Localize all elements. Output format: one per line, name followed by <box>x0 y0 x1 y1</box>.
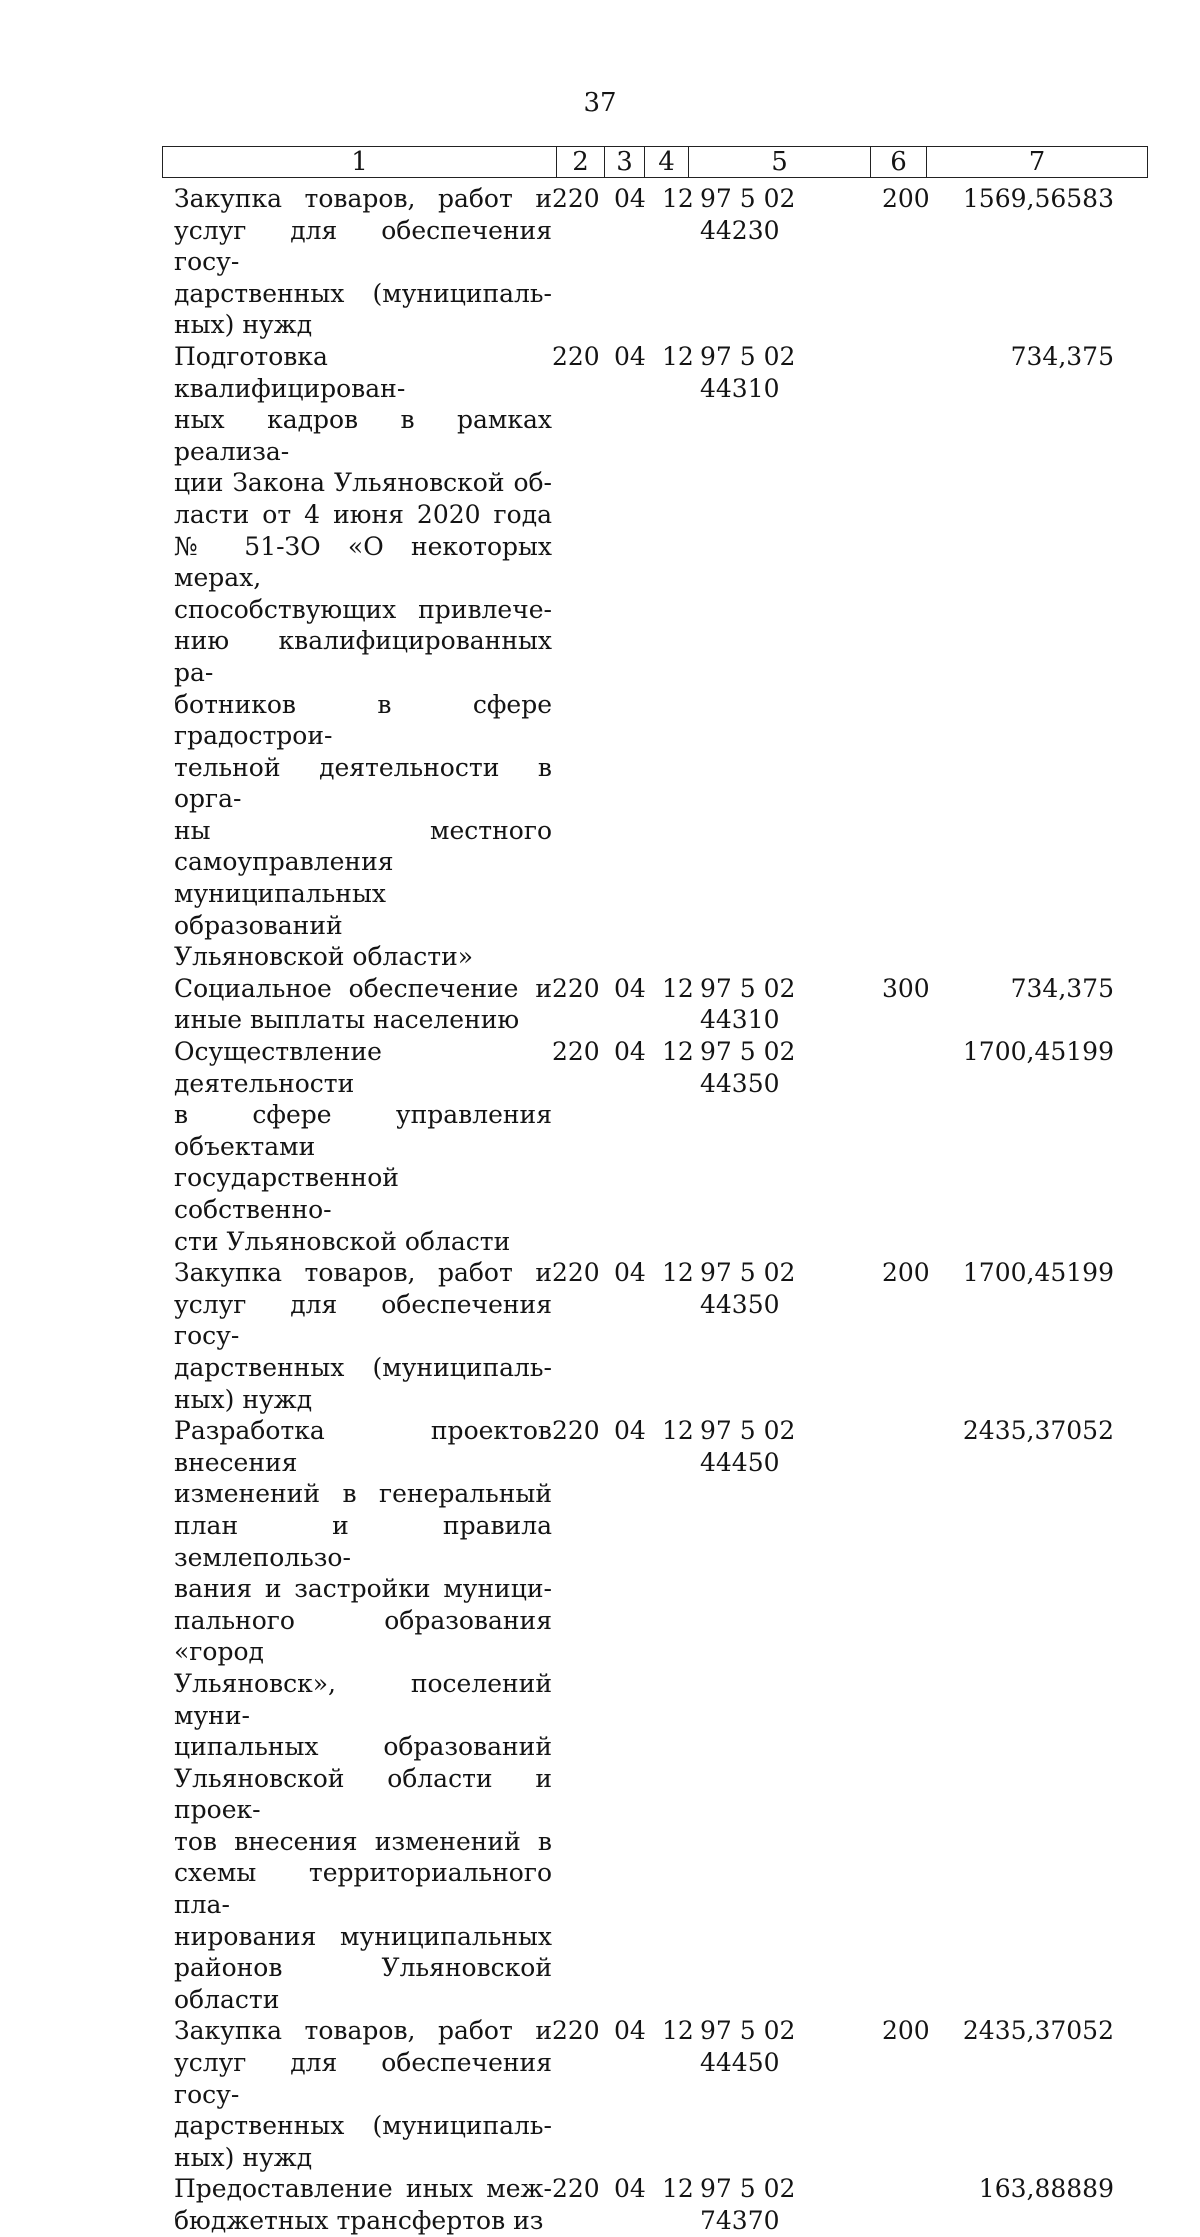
description-line: услуг для обеспечения госу- <box>174 2048 552 2109</box>
header-col-7: 7 <box>927 147 1148 178</box>
cell-c4: 12 <box>662 2016 694 2046</box>
header-col-3: 3 <box>605 147 645 178</box>
description-line: способствующих привлече- <box>174 594 552 624</box>
row-description <box>174 341 552 973</box>
cell-c2: 220 <box>552 341 600 371</box>
table-row <box>174 1257 1134 1415</box>
description-line: ных кадров в рамках реализа- <box>174 405 552 466</box>
description-line: ных) нужд <box>174 2142 313 2172</box>
cell-c7: 2435,37052 <box>962 2016 1114 2046</box>
cell-c3: 04 <box>614 184 646 213</box>
cell-c5: 97 5 02 44350 <box>700 1037 796 1098</box>
cell-c7: 1700,45199 <box>962 1037 1114 1067</box>
cell-c4: 12 <box>662 1037 694 1067</box>
table-row <box>174 341 1134 973</box>
description-line: Подготовка квалифицирован- <box>174 341 406 403</box>
cell-c6 <box>882 341 942 973</box>
description-line: муниципальных образований <box>174 879 386 940</box>
row-description <box>174 1036 552 1257</box>
cell-c7: 2435,37052 <box>962 1416 1114 1446</box>
row-description <box>174 2173 552 2236</box>
description-line: услуг для обеспечения госу- <box>174 1289 552 1351</box>
cell-c2: 220 <box>552 2174 600 2204</box>
cell-c6 <box>882 2173 942 2236</box>
header-col-2: 2 <box>557 147 605 178</box>
description-line: бюджетных трансфертов из <box>174 2206 544 2235</box>
description-line: районов Ульяновской области <box>174 1953 552 2014</box>
cell-c4: 12 <box>662 1258 694 1288</box>
cell-c5: 97 5 02 44450 <box>700 1416 796 1477</box>
cell-c5: 97 5 02 44350 <box>700 1258 796 1319</box>
description-line: ных) нужд <box>174 1384 313 1414</box>
cell-c4: 12 <box>662 2174 694 2204</box>
cell-c3: 04 <box>614 1416 646 1446</box>
description-line: ны местного самоуправления <box>174 815 552 877</box>
cell-c5: 97 5 02 74370 <box>700 2174 796 2235</box>
description-line: тельной деятельности в орга- <box>174 752 552 814</box>
description-line: Осуществление деятельности <box>174 1037 382 1098</box>
cell-c3: 04 <box>614 2174 646 2204</box>
cell-c3: 04 <box>614 1037 646 1067</box>
cell-c2: 220 <box>552 2016 600 2046</box>
cell-c3: 04 <box>614 1258 646 1288</box>
description-line: государственной собственно- <box>174 1163 399 1224</box>
cell-c4: 12 <box>662 973 694 1003</box>
description-line: Закупка товаров, работ и <box>174 184 552 213</box>
cell-c2: 220 <box>552 973 600 1003</box>
table-row <box>174 2015 1134 2173</box>
description-line: ных) нужд <box>174 310 313 340</box>
description-line: Ульяновской области» <box>174 942 474 972</box>
description-line: ласти от 4 июня 2020 года <box>174 499 552 529</box>
cell-c6 <box>882 1415 942 2015</box>
row-description <box>174 1415 552 2015</box>
cell-c4: 12 <box>662 341 694 371</box>
cell-c2: 220 <box>552 1037 600 1067</box>
header-col-4: 4 <box>645 147 689 178</box>
cell-c4: 12 <box>662 1416 694 1446</box>
description-line: тов внесения изменений в <box>174 1826 552 1856</box>
header-col-1: 1 <box>163 147 557 178</box>
cell-c6: 200 <box>882 184 930 213</box>
cell-c6 <box>882 1036 942 1257</box>
description-line: вания и застройки муници- <box>174 1574 552 1604</box>
table-row <box>174 1036 1134 1257</box>
description-line: изменений в генеральный <box>174 1479 552 1509</box>
cell-c6: 200 <box>882 1258 930 1288</box>
cell-c7: 1569,56583 <box>962 184 1114 213</box>
description-line: услуг для обеспечения госу- <box>174 215 552 277</box>
page-number: 37 <box>583 88 617 118</box>
cell-c3: 04 <box>614 2016 646 2046</box>
description-line: Ульяновск», поселений муни- <box>174 1668 552 1730</box>
description-line: сти Ульяновской области <box>174 1226 511 1256</box>
description-line: Закупка товаров, работ и <box>174 2016 552 2046</box>
row-description <box>174 2015 552 2173</box>
description-line: ботников в сфере градострои- <box>174 689 552 751</box>
cell-c7: 734,375 <box>1010 973 1114 1003</box>
description-line: дарственных (муниципаль- <box>174 1352 552 1382</box>
cell-c7: 734,375 <box>1010 341 1114 371</box>
description-line: план и правила землепользо- <box>174 1510 552 1572</box>
cell-c5: 97 5 02 44450 <box>700 2016 796 2078</box>
row-description <box>174 973 552 1036</box>
cell-c3: 04 <box>614 341 646 371</box>
header-col-5: 5 <box>689 147 871 178</box>
table-header <box>162 146 1148 178</box>
cell-c3: 04 <box>614 973 646 1003</box>
description-line: № 51-ЗО «О некоторых мерах, <box>174 531 552 593</box>
cell-c5: 97 5 02 44310 <box>700 341 796 403</box>
description-line: дарственных (муниципаль- <box>174 278 552 308</box>
cell-c6: 200 <box>882 2016 930 2046</box>
budget-table-body <box>174 183 1134 2237</box>
description-line: ципальных образований <box>174 1732 552 1762</box>
cell-c7: 1700,45199 <box>962 1258 1114 1288</box>
table-row <box>174 2173 1134 2236</box>
description-line: пального образования «город <box>174 1605 552 1667</box>
cell-c6: 300 <box>882 973 930 1003</box>
row-description <box>174 183 552 341</box>
description-line: схемы территориального пла- <box>174 1858 552 1920</box>
cell-c2: 220 <box>552 184 600 213</box>
row-description <box>174 1257 552 1415</box>
cell-c5: 97 5 02 44230 <box>700 184 796 245</box>
cell-c2: 220 <box>552 1416 600 1446</box>
table-row <box>174 183 1134 341</box>
description-line: дарственных (муниципаль- <box>174 2111 552 2141</box>
description-line: ции Закона Ульяновской об- <box>174 468 552 498</box>
table-row <box>174 1415 1134 2015</box>
description-line: иные выплаты населению <box>174 1005 520 1035</box>
cell-c2: 220 <box>552 1258 600 1288</box>
description-line: в сфере управления объектами <box>174 1100 552 1161</box>
description-line: нирования муниципальных <box>174 1921 552 1951</box>
description-line: Социальное обеспечение и <box>174 973 552 1003</box>
description-line: Предоставление иных меж- <box>174 2174 552 2204</box>
cell-c7: 163,88889 <box>978 2174 1114 2204</box>
cell-c4: 12 <box>662 184 694 213</box>
header-col-6: 6 <box>871 147 927 178</box>
description-line: Ульяновской области и проек- <box>174 1763 552 1825</box>
table-row <box>174 973 1134 1036</box>
cell-c5: 97 5 02 44310 <box>700 973 796 1035</box>
description-line: нию квалифицированных ра- <box>174 626 552 687</box>
description-line: Закупка товаров, работ и <box>174 1258 552 1288</box>
description-line: Разработка проектов внесения <box>174 1416 552 1477</box>
